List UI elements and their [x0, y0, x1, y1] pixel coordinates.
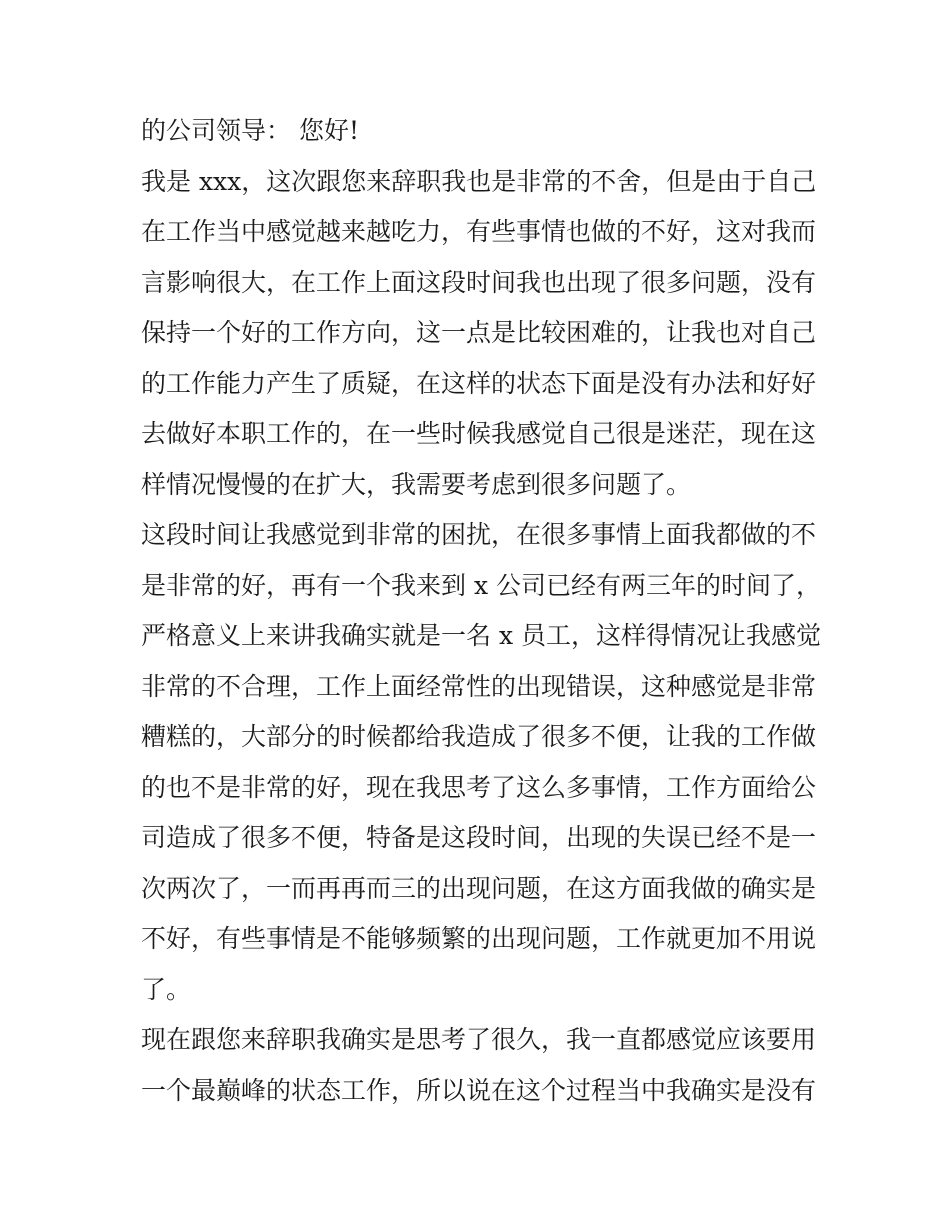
text-line: 在工作当中感觉越来越吃力，有些事情也做的不好，这对我而 — [141, 217, 817, 246]
text-line: 言影响很大，在工作上面这段时间我也出现了很多问题，没有 — [141, 267, 817, 297]
text-line: 了。 — [141, 974, 192, 1004]
text-line: 的也不是非常的好，现在我思考了这么多事情，工作方面给公 — [141, 772, 817, 802]
text-line: 不好，有些事情是不能够频繁的出现问题，工作就更加不用说 — [141, 924, 817, 953]
text-line-greeting: 的公司领导： 您好! — [141, 116, 359, 145]
text-line: 一个最巅峰的状态工作，所以说在这个过程当中我确实是没有 — [141, 1075, 817, 1105]
text-line: 保持一个好的工作方向，这一点是比较困难的，让我也对自己 — [141, 318, 817, 347]
text-line: 非常的不合理，工作上面经常性的出现错误，这种感觉是非常 — [141, 671, 817, 701]
text-line: 样情况慢慢的在扩大，我需要考虑到很多问题了。 — [141, 469, 692, 499]
letter-body — [141, 106, 821, 1116]
text-line: 是非常的好，再有一个我来到 x 公司已经有两三年的时间了， — [141, 570, 821, 600]
text-line: 次两次了，一而再再而三的出现问题，在这方面我做的确实是 — [141, 873, 817, 903]
text-line: 现在跟您来辞职我确实是思考了很久，我一直都感觉应该要用 — [141, 1025, 817, 1054]
text-line: 这段时间让我感觉到非常的困扰，在很多事情上面我都做的不 — [141, 520, 817, 549]
text-line: 严格意义上来讲我确实就是一名 x 员工，这样得情况让我感觉 — [141, 621, 821, 650]
text-line: 糟糕的，大部分的时候都给我造成了很多不便，让我的工作做 — [141, 722, 817, 751]
text-line: 的工作能力产生了质疑，在这样的状态下面是没有办法和好好 — [141, 368, 817, 398]
text-line: 去做好本职工作的，在一些时候我感觉自己很是迷茫，现在这 — [141, 419, 817, 448]
text-line: 司造成了很多不便，特备是这段时间，出现的失误已经不是一 — [141, 823, 817, 852]
text-line: 我是 xxx，这次跟您来辞职我也是非常的不舍，但是由于自己 — [141, 166, 817, 196]
